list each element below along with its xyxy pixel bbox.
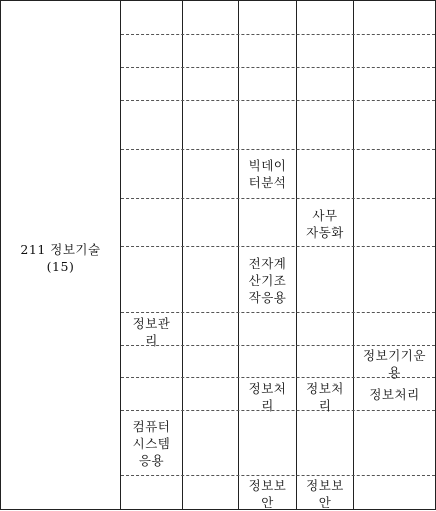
row-divider — [121, 246, 435, 247]
column-divider — [353, 0, 354, 510]
cell-information-processing: 정보처리 — [369, 387, 420, 402]
row-divider — [121, 198, 435, 199]
cell-info-device-operation: 정보기기운 용 — [363, 348, 426, 380]
cell-information-management: 정보관 리 — [132, 316, 171, 348]
cell-computer-operation: 전자계 산기조 작응용 — [248, 256, 287, 305]
row-divider — [121, 149, 435, 150]
category-count-label: (15) — [46, 259, 75, 274]
row-divider — [121, 67, 435, 68]
cell-information-security: 정보보 안 — [248, 478, 287, 510]
cell-computer-system-application: 컴퓨터 시스템 응용 — [132, 419, 171, 468]
cell-big-data-analysis: 빅데이 터분석 — [248, 158, 287, 190]
category-code-label: 211 정보기술 — [20, 242, 101, 257]
row-divider — [121, 312, 435, 313]
table-top-border — [0, 0, 436, 1]
cell-information-processing: 정보처 리 — [306, 381, 344, 413]
row-divider — [121, 34, 435, 35]
column-divider — [296, 0, 297, 510]
cell-office-automation: 사무 자동화 — [306, 208, 344, 240]
cell-information-security: 정보보 안 — [306, 478, 344, 510]
column-divider — [182, 0, 183, 510]
cell-information-processing: 정보처 리 — [248, 381, 287, 413]
row-divider — [121, 100, 435, 101]
row-divider — [121, 475, 435, 476]
